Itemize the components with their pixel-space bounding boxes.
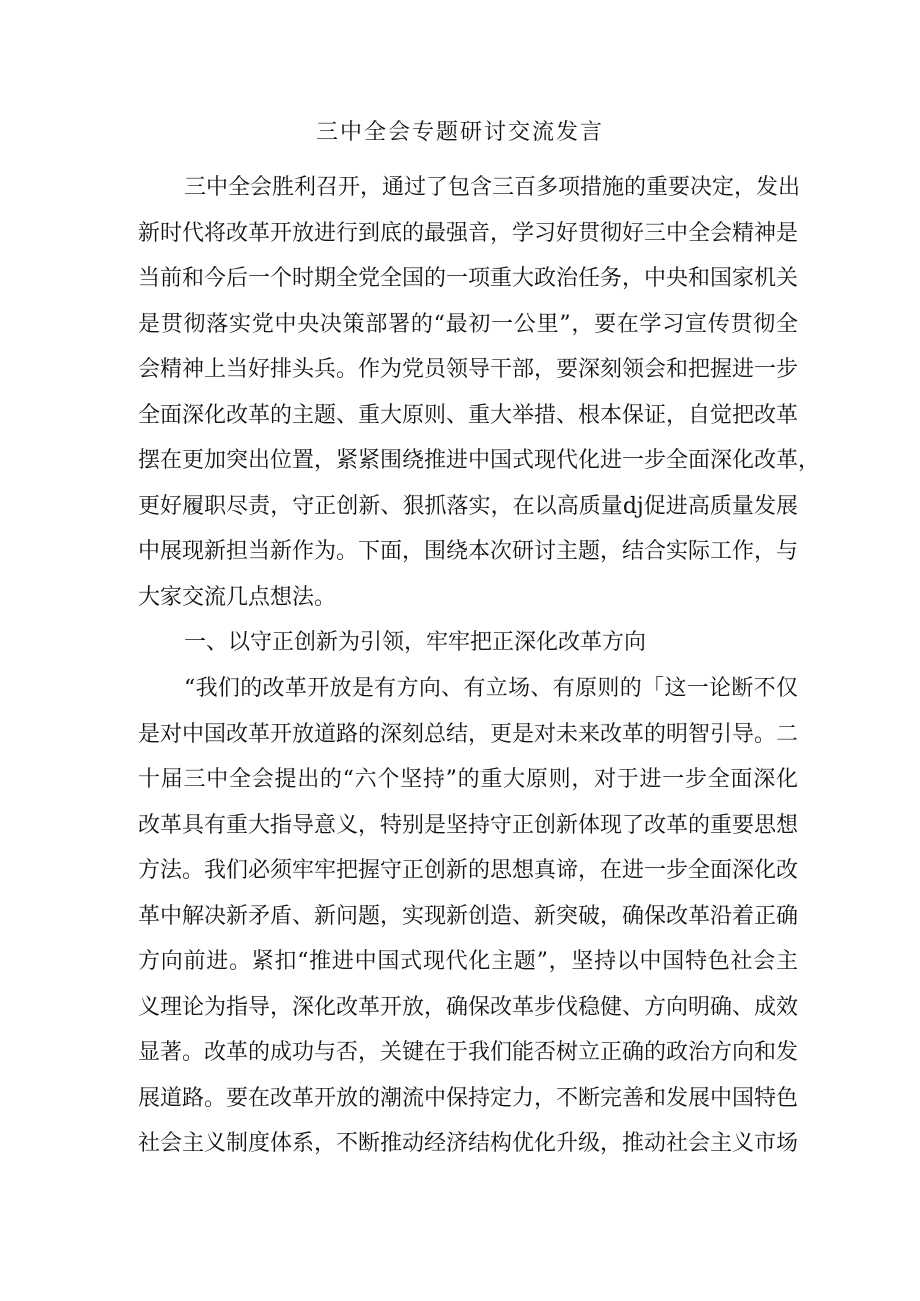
paragraph-2-line: 方向前进。紧扣“推进中国式现代化主题”，坚持以中国特色社会主 xyxy=(138,949,798,974)
paragraph-1-line: 更好履职尽责，守正创新、狠抓落实，在以高质量dj促进高质量发展 xyxy=(138,493,798,519)
paragraph-1-line: 新时代将改革开放进行到底的最强音，学习好贯彻好三中全会精神是 xyxy=(138,220,799,246)
paragraph-2-line: 方法。我们必须牢牢把握守正创新的思想真谛，在进一步全面深化改 xyxy=(138,858,799,883)
paragraph-1-line: 大家交流几点想法。 xyxy=(138,584,337,610)
document-title: 三中全会专题研讨交流发言 xyxy=(315,120,604,145)
paragraph-1-line: 会精神上当好排头兵。作为党员领导干部，要深刻领会和把握进一步 xyxy=(138,357,799,382)
paragraph-1-line: 中展现新担当新作为。下面，围绕本次研讨主题，结合实际工作，与 xyxy=(138,539,799,564)
paragraph-2-line: 是对中国改革开放道路的深刻总结，更是对未来改革的明智引导。二 xyxy=(138,721,799,747)
section-heading-1 xyxy=(138,620,798,666)
paragraph-2-line: 展道路。要在改革开放的潮流中保持定力，不断完善和发展中国特色 xyxy=(138,1085,799,1111)
paragraph-2-line: 改革具有重大指导意义，特别是坚持守正创新体现了改革的重要思想 xyxy=(138,812,799,838)
section-heading-text: 一、以守正创新为引领，牢牢把正深化改革方向 xyxy=(184,630,647,655)
paragraph-1 xyxy=(138,165,821,620)
paragraph-1-line: 全面深化改革的主题、重大原则、重大举措、根本保证，自觉把改革 xyxy=(138,402,799,428)
paragraph-1-line: 当前和今后一个时期全党全国的一项重大政治任务，中央和国家机关 xyxy=(138,266,799,291)
paragraph-2-line: 社会主义制度体系，不断推动经济结构优化升级，推动社会主义市场 xyxy=(138,1131,799,1156)
paragraph-1-line: 三中全会胜利召开，通过了包含三百多项措施的重要决定，发出 xyxy=(184,175,801,200)
paragraph-2-line: “我们的改革开放是有方向、有立场、有原则的「这一论断不仅 xyxy=(184,676,798,701)
paragraph-2 xyxy=(138,666,798,1167)
paragraph-1-line: 摆在更加突出位置，紧紧围绕推进中国式现代化进一步全面深化改革， xyxy=(138,448,821,473)
paragraph-1-line: 是贯彻落实党中央决策部署的“最初一公里”，要在学习宣传贯彻全 xyxy=(138,311,798,337)
paragraph-2-line: 十届三中全会提出的“六个坚持”的重大原则，对于进一步全面深化 xyxy=(138,767,798,792)
paragraph-2-line: 革中解决新矛盾、新问题，实现新创造、新突破，确保改革沿着正确 xyxy=(138,903,799,929)
paragraph-2-line: 显著。改革的成功与否，关键在于我们能否树立正确的政治方向和发 xyxy=(138,1040,799,1065)
paragraph-2-line: 义理论为指导，深化改革开放，确保改革步伐稳健、方向明确、成效 xyxy=(138,994,799,1020)
